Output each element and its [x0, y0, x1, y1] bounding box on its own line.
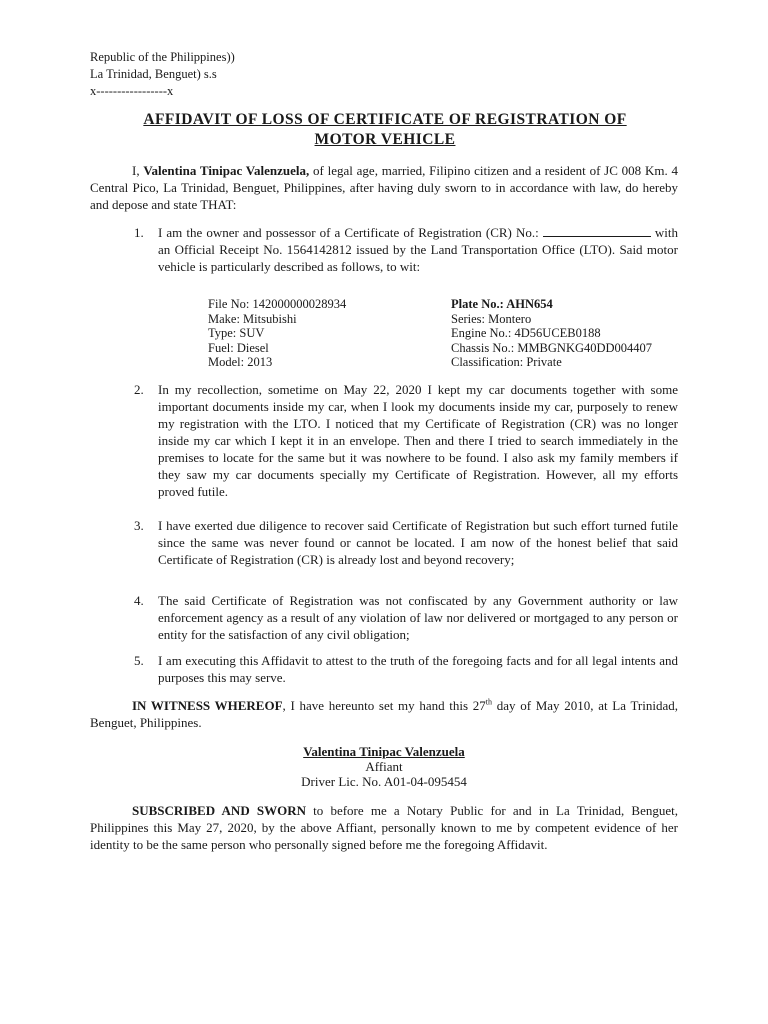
venue-line-separator: x-----------------x [90, 84, 174, 98]
statement-item-1 [134, 224, 678, 275]
engine-number: Engine No.: 4D56UCEB0188 [451, 326, 601, 340]
chassis-number: Chassis No.: MMBGNKG40DD004407 [451, 340, 653, 355]
vehicle-row [208, 326, 688, 341]
vehicle-row [208, 312, 688, 327]
item-text: The said Certificate of Registration was not confiscated by any Government authority or law enforcement agency as a result of any violation of law nor delivered or mortgaged to any person or entity for the satisfaction of any civil obligation; [158, 593, 678, 642]
signatory-name: Valentina Tinipac Valenzuela [303, 744, 465, 759]
vehicle-classification: Classification: Private [451, 355, 562, 369]
item-text-a: I am the owner and possessor of a Certificate of Registration (CR) No.: [158, 225, 539, 240]
vehicle-row [208, 297, 688, 312]
venue-line-republic: Republic of the Philippines)) [90, 50, 235, 64]
title-line-2: MOTOR VEHICLE [314, 131, 456, 148]
venue-header [90, 49, 235, 100]
witness-ordinal: th [485, 697, 493, 707]
item-number: 5. [134, 653, 144, 668]
item-number: 1. [134, 225, 144, 240]
venue-line-location: La Trinidad, Benguet) s.s [90, 67, 217, 81]
title-line-1: AFFIDAVIT OF LOSS OF CERTIFICATE OF REGISTRATION OF [143, 111, 627, 128]
vehicle-row [208, 341, 688, 356]
intro-prefix: I, [132, 163, 144, 178]
vehicle-series: Series: Montero [451, 311, 532, 326]
vehicle-make: Make: Mitsubishi [208, 311, 297, 326]
document-title [110, 110, 660, 150]
statement-item-4 [134, 592, 678, 643]
witness-text-b: day of May 2010, at La Trinidad, Benguet, Philippines. [90, 698, 678, 730]
intro-paragraph [90, 162, 678, 213]
witness-text-a: , I have hereunto set my hand this 27 [282, 698, 486, 713]
item-text-b: with an Official Receipt No. 1564142812 issued by the Land Transportation Office (LTO). Said motor vehicle is particularly described as follows, to wit: [158, 225, 678, 274]
plate-number: Plate No.: AHN654 [451, 297, 553, 311]
item-text: I have exerted due diligence to recover said Certificate of Registration but such effort turned futile since the same was never found or cannot be located. I am now of the honest belief that said Certificate of Registration (CR) is already lost and beyond recovery; [158, 518, 678, 567]
vehicle-fuel: Fuel: Diesel [208, 340, 269, 355]
item-text: In my recollection, sometime on May 22, 2020 I kept my car documents together with some important documents inside my car, when I look my documents inside my car, purposely to renew my registration with the LTO. I noticed that my Certificate of Registration (CR) was no longer inside my car which I kept it in an envelope. Then and there I tried to search immediately in the premises to locate for the same but it was nowhere to be found. I also ask my family members if they saw my car documents specially my Certificate of Registration. However, all my efforts proved futile. [158, 382, 678, 499]
vehicle-details [208, 297, 688, 370]
vehicle-type: Type: SUV [208, 326, 265, 340]
statement-item-2 [134, 381, 678, 500]
witness-clause [90, 697, 678, 731]
signatory-role: Affiant [365, 759, 403, 774]
cr-number-blank [543, 225, 651, 237]
affiant-name: Valentina Tinipac Valenzuela, [143, 163, 310, 178]
item-number: 3. [134, 518, 144, 533]
file-number: File No: 142000000028934 [208, 297, 347, 311]
intro-text: of legal age, married, Filipino citizen and a resident of JC 008 Km. 4 Central Pico, La Trinidad, Benguet, Philippines, after having duly sworn to in accordance with law, do hereby and depose and state THAT: [90, 163, 678, 212]
jurat-paragraph [90, 802, 678, 853]
item-number: 2. [134, 382, 144, 397]
jurat-lead: SUBSCRIBED AND SWORN [132, 803, 306, 818]
vehicle-model: Model: 2013 [208, 355, 273, 369]
vehicle-row [208, 355, 688, 370]
witness-lead: IN WITNESS WHEREOF [132, 698, 283, 713]
statement-item-5 [134, 652, 678, 686]
item-number: 4. [134, 593, 144, 608]
item-text: I am executing this Affidavit to attest to the truth of the foregoing facts and for all legal intents and purposes this may serve. [158, 653, 678, 685]
jurat-text: to before me a Notary Public for and in La Trinidad, Benguet, Philippines this May 27, 2020, by the above Affiant, personally known to me by competent evidence of her identity to be the same person who personally signed before me the foregoing Affidavit. [90, 803, 678, 852]
signature-block [0, 744, 768, 789]
driver-license: Driver Lic. No. A01-04-095454 [301, 774, 467, 789]
statement-item-3 [134, 517, 678, 568]
